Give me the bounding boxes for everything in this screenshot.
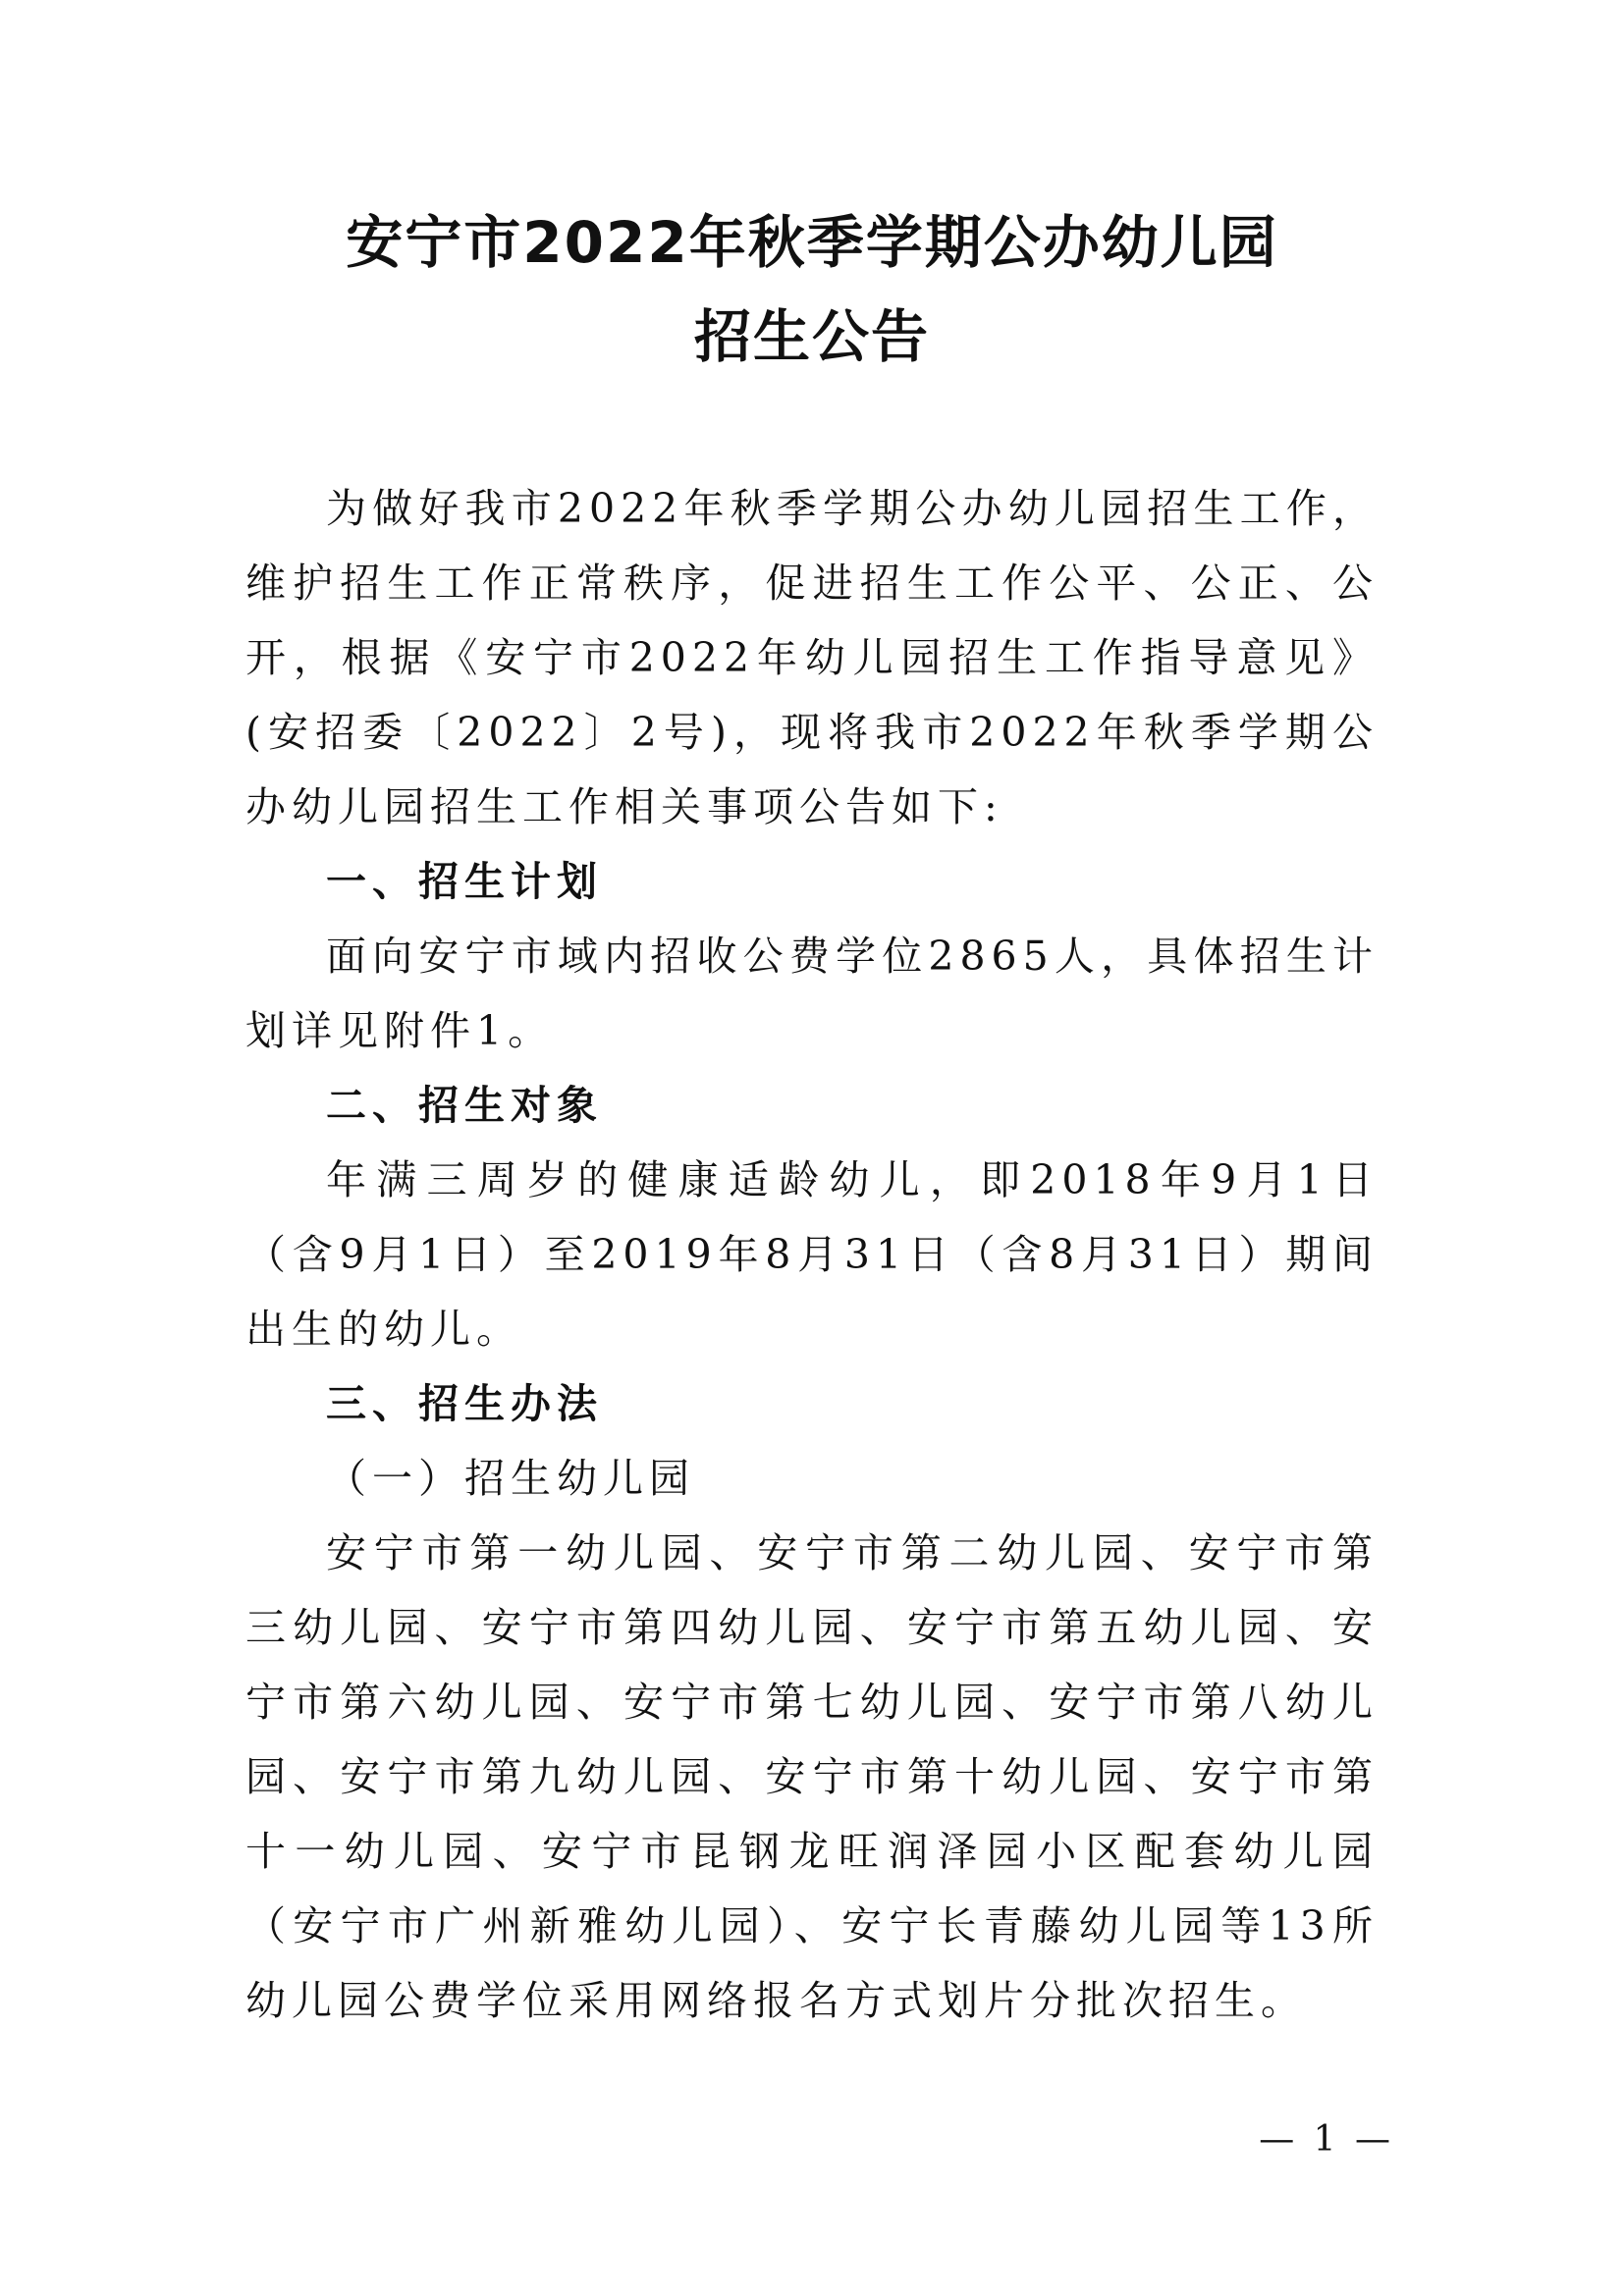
page-number: — 1 — — [1259, 2119, 1394, 2160]
section-heading-enrollment-methods: 三、招生办法 — [326, 1380, 603, 1427]
document-body — [245, 471, 1379, 2038]
subsection-heading-kindergartens: （一）招生幼儿园 — [326, 1455, 695, 1502]
document-title-line-1: 安宁市2022年秋季学期公办幼儿园 — [346, 209, 1278, 276]
enrollment-targets-paragraph: 年满三周岁的健康适龄幼儿，即2018年9月1日（含9月1日）至2019年8月31日（含8月31日）期间出生的幼儿。 — [245, 1156, 1379, 1353]
document-title-line-2: 招生公告 — [693, 303, 930, 370]
section-heading-enrollment-plan: 一、招生计划 — [326, 858, 603, 905]
enrollment-plan-paragraph: 面向安宁市域内招收公费学位2865人，具体招生计划详见附件1。 — [245, 933, 1379, 1054]
section-heading-enrollment-targets: 二、招生对象 — [326, 1082, 603, 1129]
kindergartens-paragraph: 安宁市第一幼儿园、安宁市第二幼儿园、安宁市第三幼儿园、安宁市第四幼儿园、安宁市第五幼儿园、安宁市第六幼儿园、安宁市第七幼儿园、安宁市第八幼儿园、安宁市第九幼儿园、安宁市第十幼儿园、安宁市第十一幼儿园、安宁市昆钢龙旺润泽园小区配套幼儿园（安宁市广州新雅幼儿园）、安宁长青藤幼儿园等13所幼儿园公费学位采用网络报名方式划片分批次招生。 — [245, 1529, 1379, 2024]
intro-paragraph: 为做好我市2022年秋季学期公办幼儿园招生工作，维护招生工作正常秩序，促进招生工作公平、公正、公开，根据《安宁市2022年幼儿园招生工作指导意见》(安招委〔2022〕2号)，现将我市2022年秋季学期公办幼儿园招生工作相关事项公告如下: — [245, 485, 1379, 830]
